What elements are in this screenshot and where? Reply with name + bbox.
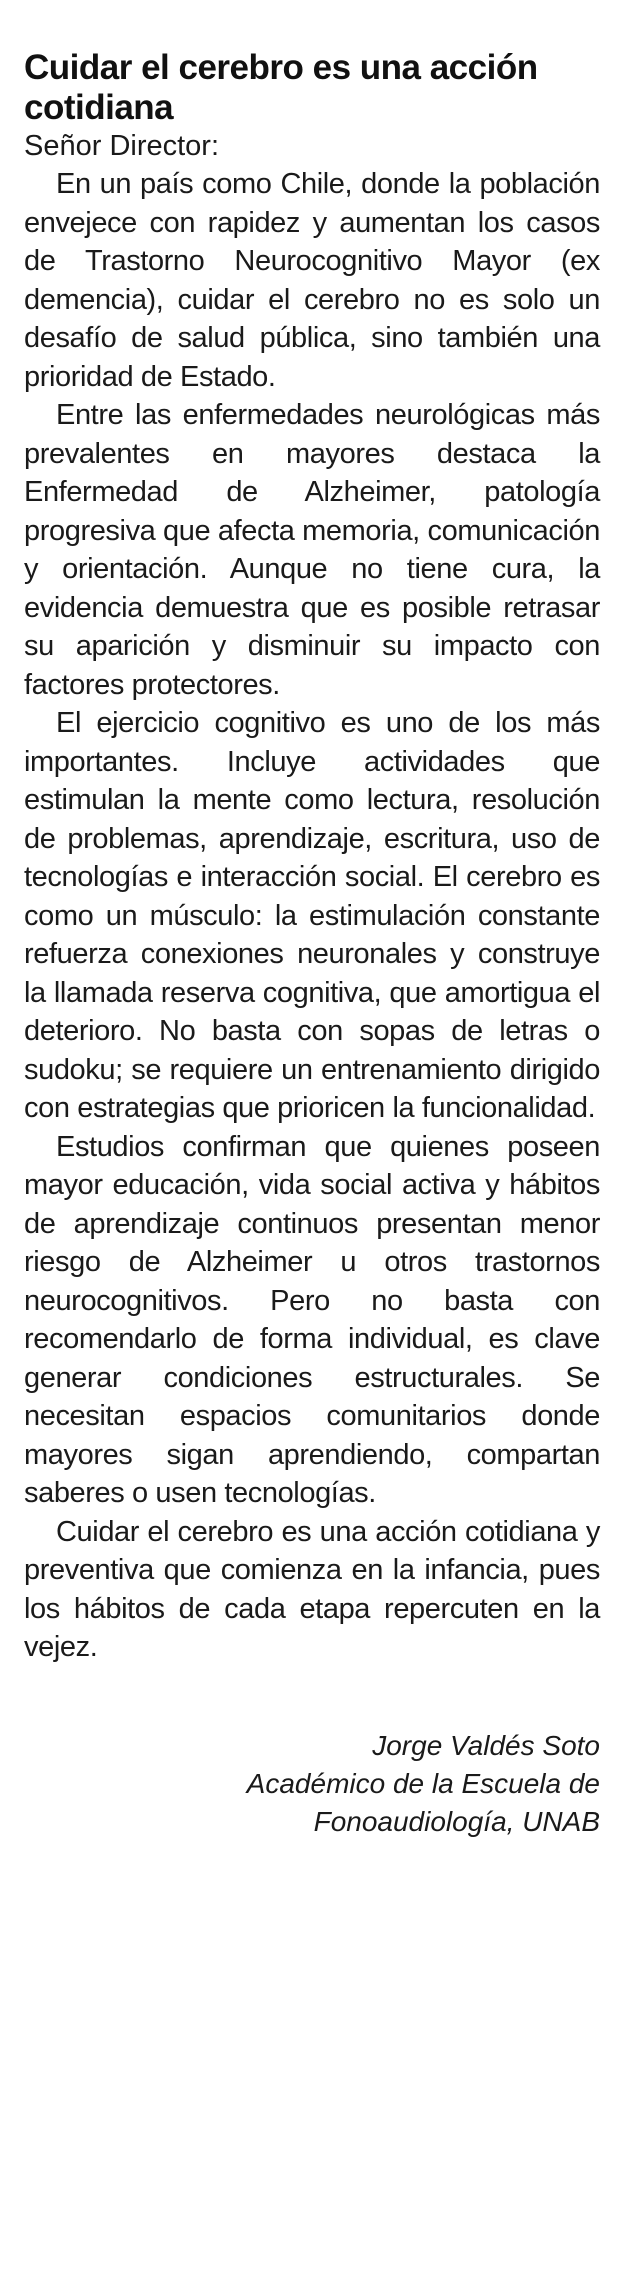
signature-block bbox=[24, 1727, 600, 1841]
salutation: Señor Director: bbox=[24, 130, 220, 162]
headline: Cuidar el cerebro es una acción cotidiana bbox=[24, 48, 538, 127]
body-paragraph-5: Cuidar el cerebro es una acción cotidiana y preventiva que comienza en la infancia, pues los hábitos de cada etapa repercuten en la vejez. bbox=[24, 1515, 600, 1663]
author-name: Jorge Valdés Soto bbox=[372, 1729, 600, 1761]
body-paragraph-4: Estudios confirman que quienes poseen mayor educación, vida social activa y hábitos de aprendizaje continuos presentan menor riesgo de Alzheimer u otros trastornos neurocognitivos. Pero no basta con recomendarlo de forma individual, es clave generar condiciones estructurales. Se necesitan espacios comunitarios donde mayores sigan aprendiendo, compartan saberes o usen tecnologías. bbox=[24, 1130, 600, 1509]
body-paragraph-2: Entre las enfermedades neurológicas más prevalentes en mayores destaca la Enfermedad de Alzheimer, patología progresiva que afecta memoria, comunicación y orientación. Aunque no tiene cura, la evidencia demuestra que es posible retrasar su aparición y disminuir su impacto con factores protectores. bbox=[24, 399, 600, 701]
author-title-line-1: Académico de la Escuela de bbox=[246, 1767, 600, 1799]
body-paragraph-1: En un país como Chile, donde la población envejece con rapidez y aumentan los casos de Trastorno Neurocognitivo Mayor (ex demencia), cuidar el cerebro no es solo un desafío de salud pública, sino también una prioridad de Estado. bbox=[24, 168, 600, 393]
author-title-line-2: Fonoaudiología, UNAB bbox=[313, 1805, 600, 1837]
body-paragraph-3: El ejercicio cognitivo es uno de los más importantes. Incluye actividades que estimulan la mente como lectura, resolución de problemas, aprendizaje, escritura, uso de tecnologías e interacción social. El cerebro es como un músculo: la estimulación constante refuerza conexiones neuronales y construye la llamada reserva cognitiva, que amortigua el deterioro. No basta con sopas de letras o sudoku; se requiere un entrenamiento dirigido con estrategias que prioricen la funcionalidad. bbox=[24, 707, 600, 1124]
